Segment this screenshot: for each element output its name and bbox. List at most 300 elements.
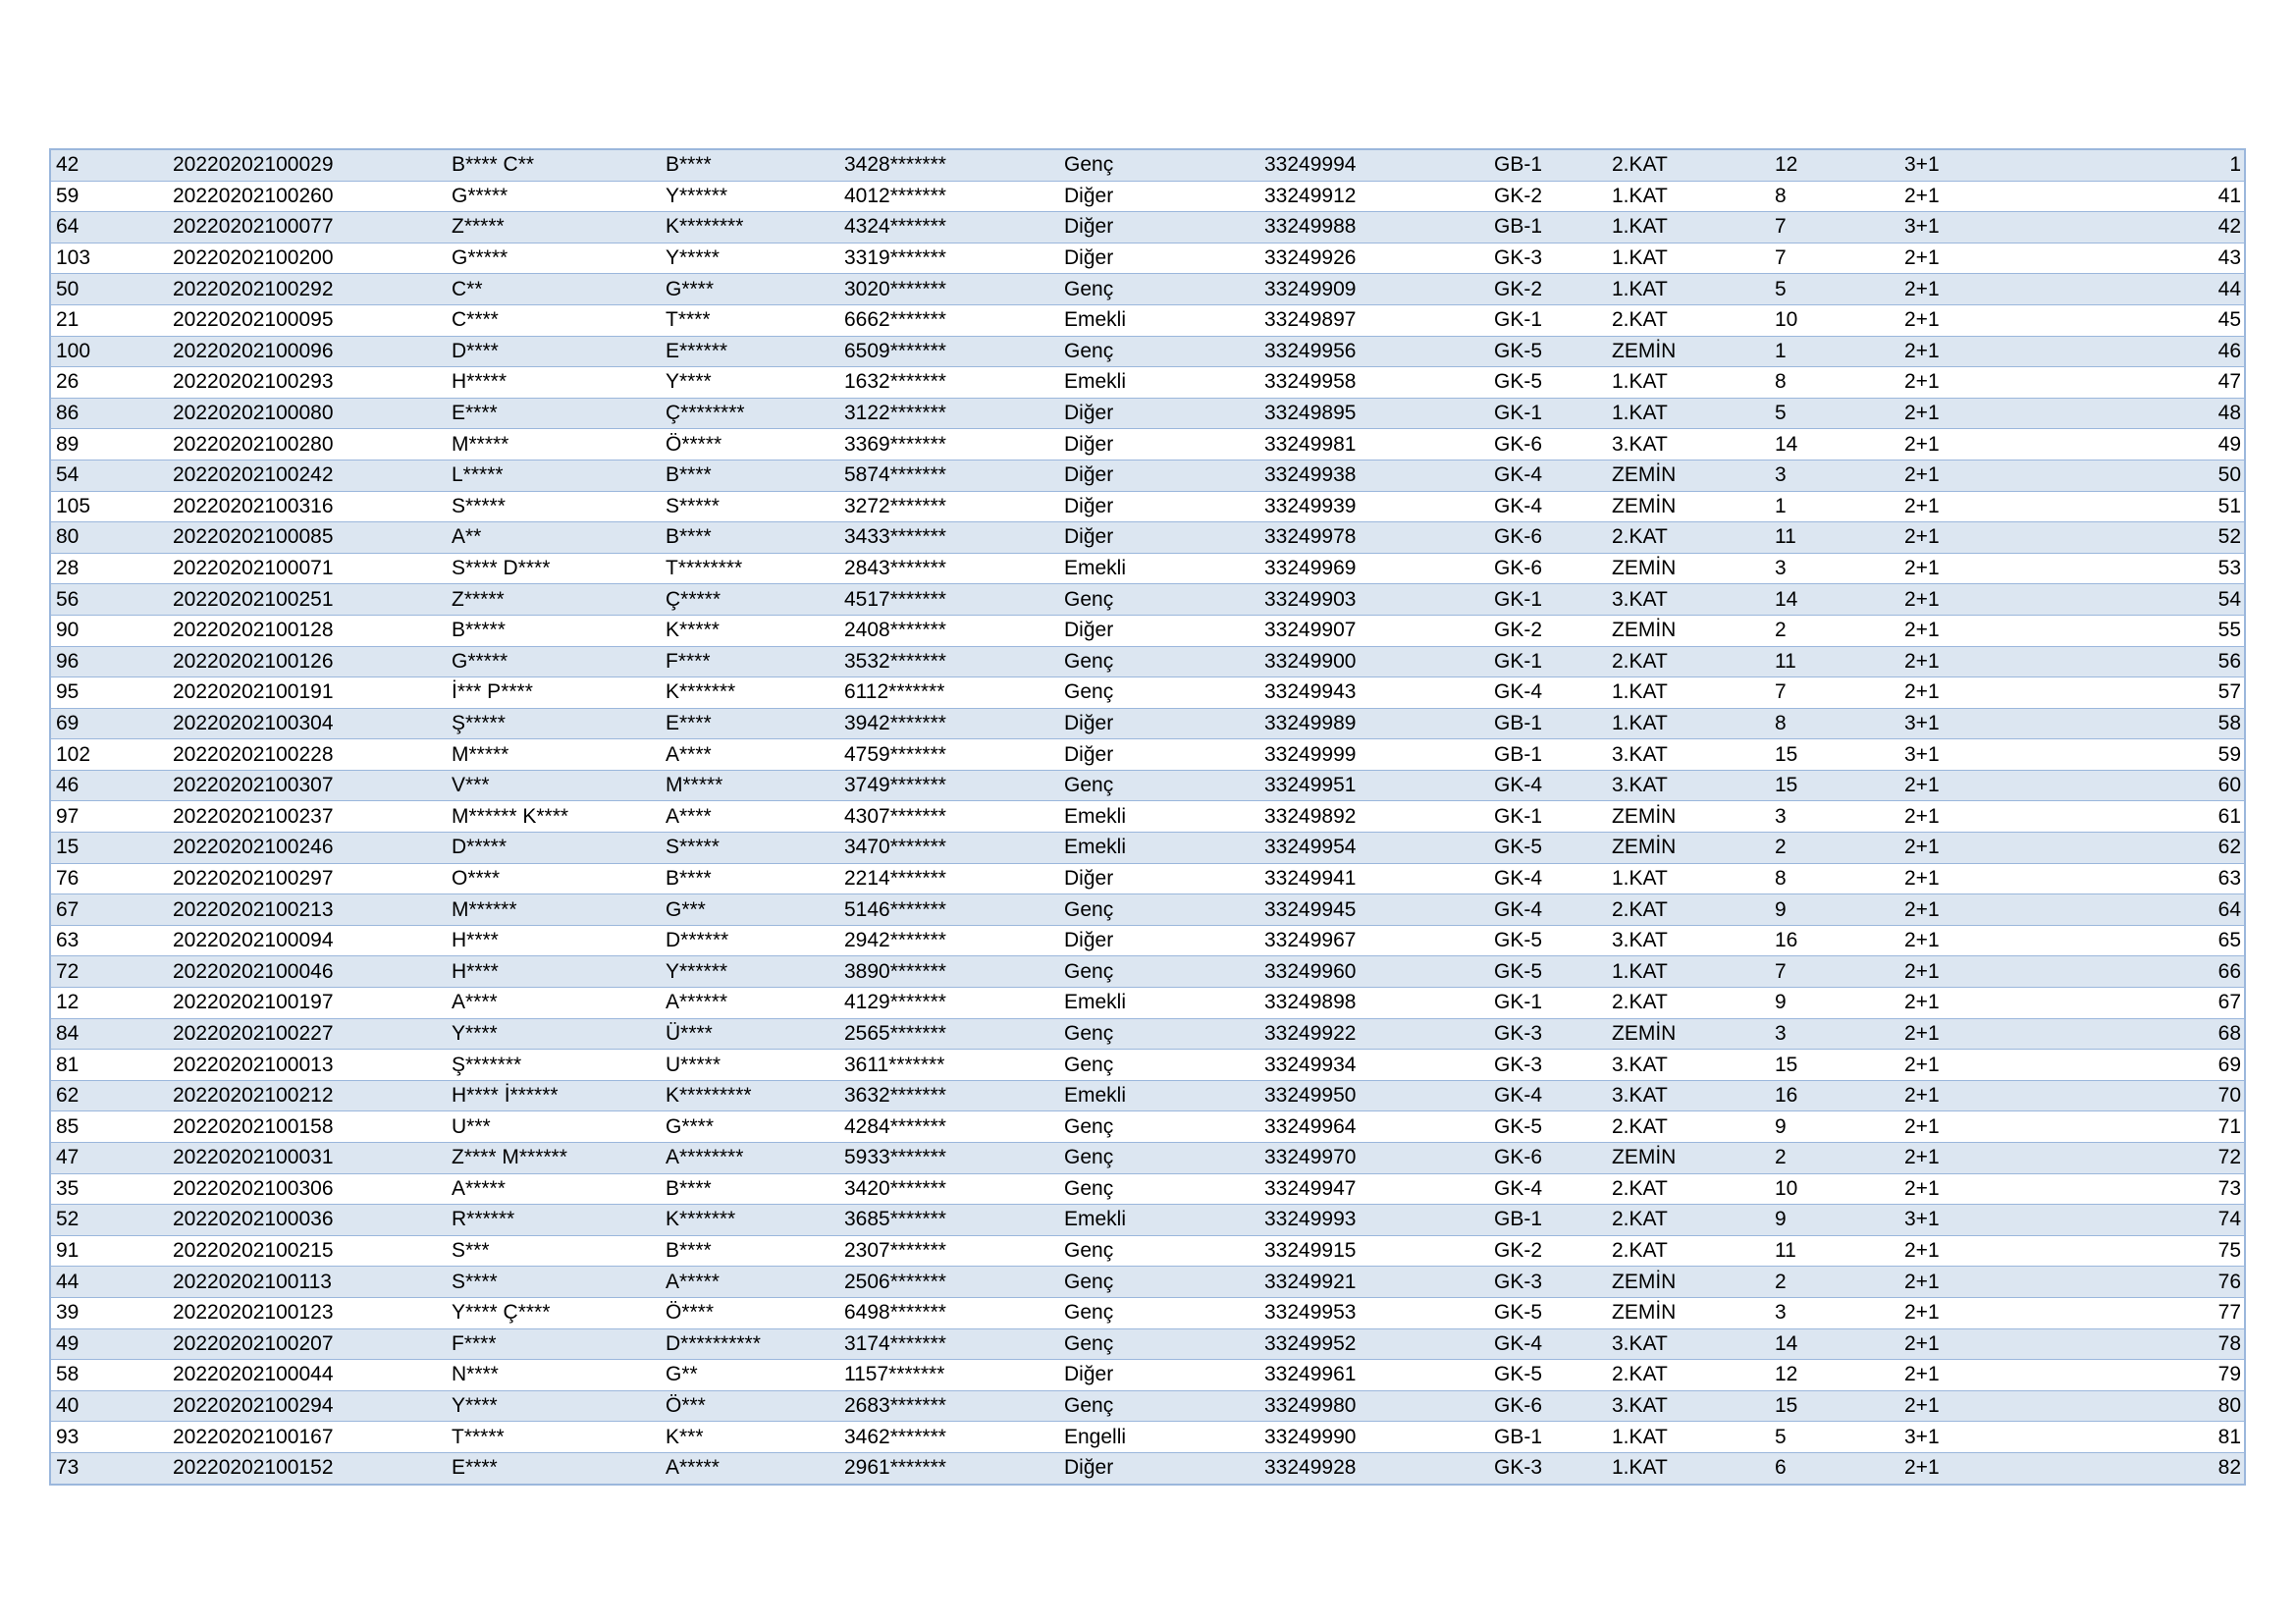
cell-kod: 33249952 (1259, 1328, 1489, 1360)
cell-basvuru-no: 20220202100212 (168, 1080, 447, 1111)
cell-soyad: K*** (661, 1422, 839, 1453)
cell-tip: 2+1 (1899, 553, 2029, 584)
cell-tip: 2+1 (1899, 833, 2029, 864)
cell-ad: R****** (447, 1205, 661, 1236)
cell-tc-no: 3272******* (839, 491, 1059, 522)
cell-soyad: A***** (661, 1267, 839, 1298)
cell-basvuru-no: 20220202100251 (168, 584, 447, 616)
cell-kategori: Genç (1059, 584, 1259, 616)
cell-sira: 35 (50, 1173, 168, 1205)
cell-ad: B**** C** (447, 149, 661, 181)
cell-soyad: A***** (661, 1452, 839, 1484)
cell-kura-sira: 79 (2029, 1360, 2245, 1391)
cell-tip: 2+1 (1899, 181, 2029, 212)
cell-tip: 2+1 (1899, 1050, 2029, 1081)
cell-tip: 2+1 (1899, 1360, 2029, 1391)
cell-kat: 1.KAT (1607, 1422, 1770, 1453)
cell-basvuru-no: 20220202100013 (168, 1050, 447, 1081)
cell-basvuru-no: 20220202100228 (168, 739, 447, 771)
cell-sira: 28 (50, 553, 168, 584)
cell-ad: N**** (447, 1360, 661, 1391)
cell-basvuru-no: 20220202100292 (168, 274, 447, 305)
cell-tip: 2+1 (1899, 801, 2029, 833)
cell-ad: T***** (447, 1422, 661, 1453)
cell-daire-no: 14 (1770, 429, 1899, 460)
cell-kat: ZEMİN (1607, 1297, 1770, 1328)
cell-kod: 33249898 (1259, 988, 1489, 1019)
cell-tip: 3+1 (1899, 212, 2029, 244)
table-row (50, 770, 2245, 801)
cell-sira: 100 (50, 336, 168, 367)
cell-basvuru-no: 20220202100307 (168, 770, 447, 801)
cell-kategori: Genç (1059, 1018, 1259, 1050)
table-row (50, 833, 2245, 864)
cell-tip: 3+1 (1899, 708, 2029, 739)
cell-daire-no: 11 (1770, 522, 1899, 554)
cell-tc-no: 6662******* (839, 304, 1059, 336)
cell-daire-no: 7 (1770, 677, 1899, 709)
cell-kura-sira: 70 (2029, 1080, 2245, 1111)
cell-blok: GK-4 (1489, 863, 1607, 894)
cell-kod: 33249921 (1259, 1267, 1489, 1298)
cell-soyad: G** (661, 1360, 839, 1391)
cell-ad: S**** D**** (447, 553, 661, 584)
cell-daire-no: 14 (1770, 584, 1899, 616)
cell-tc-no: 6498******* (839, 1297, 1059, 1328)
cell-kura-sira: 47 (2029, 367, 2245, 399)
table-row (50, 1050, 2245, 1081)
cell-kod: 33249981 (1259, 429, 1489, 460)
cell-kod: 33249900 (1259, 646, 1489, 677)
cell-soyad: B**** (661, 1173, 839, 1205)
cell-tc-no: 2506******* (839, 1267, 1059, 1298)
cell-ad: L***** (447, 460, 661, 491)
cell-blok: GK-6 (1489, 1390, 1607, 1422)
cell-tc-no: 5874******* (839, 460, 1059, 491)
cell-tc-no: 2961******* (839, 1452, 1059, 1484)
cell-sira: 56 (50, 584, 168, 616)
cell-kura-sira: 56 (2029, 646, 2245, 677)
cell-kura-sira: 51 (2029, 491, 2245, 522)
cell-soyad: S***** (661, 491, 839, 522)
cell-ad: M***** (447, 429, 661, 460)
cell-kat: 3.KAT (1607, 1390, 1770, 1422)
table-row (50, 1018, 2245, 1050)
cell-soyad: U***** (661, 1050, 839, 1081)
cell-ad: Y**** (447, 1018, 661, 1050)
table-row (50, 491, 2245, 522)
cell-blok: GK-6 (1489, 522, 1607, 554)
cell-kategori: Diğer (1059, 615, 1259, 646)
cell-kat: 3.KAT (1607, 584, 1770, 616)
cell-kura-sira: 50 (2029, 460, 2245, 491)
cell-blok: GK-2 (1489, 615, 1607, 646)
cell-soyad: D********** (661, 1328, 839, 1360)
cell-kat: ZEMİN (1607, 801, 1770, 833)
cell-tip: 2+1 (1899, 1452, 2029, 1484)
cell-soyad: Ç******** (661, 398, 839, 429)
cell-kat: 3.KAT (1607, 1080, 1770, 1111)
cell-basvuru-no: 20220202100304 (168, 708, 447, 739)
table-row (50, 1143, 2245, 1174)
cell-ad: B***** (447, 615, 661, 646)
cell-basvuru-no: 20220202100207 (168, 1328, 447, 1360)
cell-blok: GK-3 (1489, 1050, 1607, 1081)
cell-soyad: G*** (661, 894, 839, 926)
cell-soyad: Ö***** (661, 429, 839, 460)
table-row (50, 212, 2245, 244)
cell-sira: 73 (50, 1452, 168, 1484)
cell-kategori: Genç (1059, 956, 1259, 988)
cell-kod: 33249961 (1259, 1360, 1489, 1391)
cell-ad: S*** (447, 1235, 661, 1267)
cell-kod: 33249999 (1259, 739, 1489, 771)
cell-kategori: Genç (1059, 677, 1259, 709)
cell-soyad: K******** (661, 212, 839, 244)
cell-kat: ZEMİN (1607, 336, 1770, 367)
cell-tc-no: 4012******* (839, 181, 1059, 212)
cell-daire-no: 2 (1770, 1267, 1899, 1298)
cell-tip: 3+1 (1899, 739, 2029, 771)
cell-kategori: Diğer (1059, 1360, 1259, 1391)
cell-kategori: Diğer (1059, 1452, 1259, 1484)
cell-daire-no: 2 (1770, 1143, 1899, 1174)
cell-tc-no: 3611******* (839, 1050, 1059, 1081)
cell-daire-no: 15 (1770, 770, 1899, 801)
cell-ad: H**** (447, 956, 661, 988)
cell-blok: GK-1 (1489, 304, 1607, 336)
cell-soyad: S***** (661, 833, 839, 864)
cell-kod: 33249926 (1259, 243, 1489, 274)
table-row (50, 1111, 2245, 1143)
cell-kategori: Diğer (1059, 522, 1259, 554)
cell-daire-no: 6 (1770, 1452, 1899, 1484)
cell-tc-no: 2683******* (839, 1390, 1059, 1422)
cell-basvuru-no: 20220202100113 (168, 1267, 447, 1298)
cell-kura-sira: 62 (2029, 833, 2245, 864)
cell-tip: 2+1 (1899, 925, 2029, 956)
cell-kat: 3.KAT (1607, 1050, 1770, 1081)
table-row (50, 398, 2245, 429)
cell-tc-no: 3369******* (839, 429, 1059, 460)
cell-basvuru-no: 20220202100260 (168, 181, 447, 212)
cell-kategori: Emekli (1059, 801, 1259, 833)
cell-soyad: E**** (661, 708, 839, 739)
cell-kod: 33249892 (1259, 801, 1489, 833)
cell-basvuru-no: 20220202100077 (168, 212, 447, 244)
table-row (50, 1328, 2245, 1360)
cell-ad: D**** (447, 336, 661, 367)
cell-soyad: K******* (661, 1205, 839, 1236)
cell-blok: GK-4 (1489, 1173, 1607, 1205)
cell-ad: Ş******* (447, 1050, 661, 1081)
cell-tc-no: 3020******* (839, 274, 1059, 305)
cell-tip: 2+1 (1899, 956, 2029, 988)
cell-soyad: B**** (661, 863, 839, 894)
cell-basvuru-no: 20220202100046 (168, 956, 447, 988)
cell-tip: 2+1 (1899, 1328, 2029, 1360)
cell-daire-no: 16 (1770, 925, 1899, 956)
cell-tip: 3+1 (1899, 1422, 2029, 1453)
cell-sira: 54 (50, 460, 168, 491)
table-row (50, 956, 2245, 988)
cell-tc-no: 3433******* (839, 522, 1059, 554)
cell-ad: Z**** M****** (447, 1143, 661, 1174)
cell-blok: GB-1 (1489, 212, 1607, 244)
cell-tip: 2+1 (1899, 429, 2029, 460)
cell-basvuru-no: 20220202100158 (168, 1111, 447, 1143)
table-row (50, 149, 2245, 181)
cell-blok: GK-4 (1489, 894, 1607, 926)
cell-kod: 33249938 (1259, 460, 1489, 491)
cell-kod: 33249954 (1259, 833, 1489, 864)
cell-kod: 33249934 (1259, 1050, 1489, 1081)
cell-tc-no: 3532******* (839, 646, 1059, 677)
cell-kod: 33249960 (1259, 956, 1489, 988)
cell-ad: S**** (447, 1267, 661, 1298)
cell-kura-sira: 69 (2029, 1050, 2245, 1081)
cell-tc-no: 3319******* (839, 243, 1059, 274)
table-row (50, 894, 2245, 926)
table-row (50, 1080, 2245, 1111)
cell-kura-sira: 58 (2029, 708, 2245, 739)
cell-kategori: Genç (1059, 1050, 1259, 1081)
cell-kategori: Diğer (1059, 181, 1259, 212)
cell-soyad: D****** (661, 925, 839, 956)
cell-daire-no: 7 (1770, 212, 1899, 244)
table-row (50, 708, 2245, 739)
cell-kat: 2.KAT (1607, 894, 1770, 926)
cell-ad: A***** (447, 1173, 661, 1205)
cell-blok: GK-3 (1489, 1018, 1607, 1050)
table-row (50, 677, 2245, 709)
cell-daire-no: 9 (1770, 988, 1899, 1019)
cell-kura-sira: 76 (2029, 1267, 2245, 1298)
cell-tip: 2+1 (1899, 677, 2029, 709)
cell-kategori: Engelli (1059, 1422, 1259, 1453)
cell-kod: 33249912 (1259, 181, 1489, 212)
cell-kategori: Genç (1059, 894, 1259, 926)
cell-tip: 2+1 (1899, 491, 2029, 522)
cell-kod: 33249907 (1259, 615, 1489, 646)
cell-blok: GB-1 (1489, 1422, 1607, 1453)
cell-kat: 3.KAT (1607, 1328, 1770, 1360)
cell-ad: F**** (447, 1328, 661, 1360)
cell-soyad: K***** (661, 615, 839, 646)
cell-tc-no: 3890******* (839, 956, 1059, 988)
table-row (50, 739, 2245, 771)
cell-kod: 33249994 (1259, 149, 1489, 181)
cell-sira: 80 (50, 522, 168, 554)
cell-kategori: Diğer (1059, 460, 1259, 491)
cell-kategori: Emekli (1059, 988, 1259, 1019)
cell-soyad: A**** (661, 801, 839, 833)
cell-kod: 33249897 (1259, 304, 1489, 336)
cell-soyad: Y****** (661, 956, 839, 988)
cell-ad: C** (447, 274, 661, 305)
cell-kura-sira: 55 (2029, 615, 2245, 646)
cell-kategori: Genç (1059, 1328, 1259, 1360)
cell-kura-sira: 43 (2029, 243, 2245, 274)
table-row (50, 584, 2245, 616)
cell-basvuru-no: 20220202100044 (168, 1360, 447, 1391)
cell-kat: 1.KAT (1607, 181, 1770, 212)
cell-kod: 33249947 (1259, 1173, 1489, 1205)
table-row (50, 304, 2245, 336)
cell-soyad: B**** (661, 149, 839, 181)
cell-kat: 1.KAT (1607, 956, 1770, 988)
cell-kod: 33249945 (1259, 894, 1489, 926)
cell-kat: ZEMİN (1607, 491, 1770, 522)
cell-kura-sira: 67 (2029, 988, 2245, 1019)
cell-sira: 44 (50, 1267, 168, 1298)
cell-kat: 1.KAT (1607, 243, 1770, 274)
cell-tip: 2+1 (1899, 646, 2029, 677)
cell-sira: 21 (50, 304, 168, 336)
cell-soyad: A****** (661, 988, 839, 1019)
cell-kod: 33249978 (1259, 522, 1489, 554)
cell-sira: 102 (50, 739, 168, 771)
cell-basvuru-no: 20220202100096 (168, 336, 447, 367)
table-row (50, 1452, 2245, 1484)
cell-tip: 2+1 (1899, 615, 2029, 646)
cell-basvuru-no: 20220202100316 (168, 491, 447, 522)
cell-basvuru-no: 20220202100152 (168, 1452, 447, 1484)
cell-blok: GK-5 (1489, 1297, 1607, 1328)
table-row (50, 1297, 2245, 1328)
cell-kura-sira: 74 (2029, 1205, 2245, 1236)
cell-kategori: Genç (1059, 274, 1259, 305)
cell-sira: 95 (50, 677, 168, 709)
cell-sira: 85 (50, 1111, 168, 1143)
cell-kod: 33249922 (1259, 1018, 1489, 1050)
cell-kura-sira: 44 (2029, 274, 2245, 305)
cell-kura-sira: 52 (2029, 522, 2245, 554)
cell-sira: 90 (50, 615, 168, 646)
cell-kod: 33249993 (1259, 1205, 1489, 1236)
cell-tc-no: 2942******* (839, 925, 1059, 956)
cell-kategori: Emekli (1059, 1080, 1259, 1111)
cell-tc-no: 1632******* (839, 367, 1059, 399)
cell-kategori: Genç (1059, 1111, 1259, 1143)
cell-daire-no: 2 (1770, 615, 1899, 646)
cell-ad: Y**** Ç**** (447, 1297, 661, 1328)
cell-tc-no: 3122******* (839, 398, 1059, 429)
cell-kat: 3.KAT (1607, 925, 1770, 956)
results-table (49, 148, 2246, 1486)
table-body (50, 149, 2245, 1485)
cell-basvuru-no: 20220202100200 (168, 243, 447, 274)
cell-kura-sira: 63 (2029, 863, 2245, 894)
table-row (50, 1235, 2245, 1267)
cell-daire-no: 9 (1770, 1111, 1899, 1143)
cell-tip: 2+1 (1899, 1235, 2029, 1267)
cell-kod: 33249990 (1259, 1422, 1489, 1453)
cell-basvuru-no: 20220202100128 (168, 615, 447, 646)
cell-soyad: Y**** (661, 367, 839, 399)
table-row (50, 1360, 2245, 1391)
cell-soyad: Ü**** (661, 1018, 839, 1050)
cell-ad: D***** (447, 833, 661, 864)
cell-tip: 2+1 (1899, 398, 2029, 429)
cell-sira: 89 (50, 429, 168, 460)
cell-kura-sira: 81 (2029, 1422, 2245, 1453)
cell-kod: 33249915 (1259, 1235, 1489, 1267)
cell-blok: GK-3 (1489, 243, 1607, 274)
cell-tip: 2+1 (1899, 243, 2029, 274)
cell-kategori: Genç (1059, 1390, 1259, 1422)
cell-kategori: Diğer (1059, 398, 1259, 429)
cell-kura-sira: 42 (2029, 212, 2245, 244)
cell-kod: 33249967 (1259, 925, 1489, 956)
cell-blok: GK-5 (1489, 367, 1607, 399)
cell-kura-sira: 72 (2029, 1143, 2245, 1174)
cell-kat: 2.KAT (1607, 1360, 1770, 1391)
cell-kategori: Diğer (1059, 925, 1259, 956)
cell-sira: 103 (50, 243, 168, 274)
cell-tc-no: 6112******* (839, 677, 1059, 709)
cell-kategori: Genç (1059, 1173, 1259, 1205)
cell-kura-sira: 1 (2029, 149, 2245, 181)
cell-kura-sira: 71 (2029, 1111, 2245, 1143)
cell-daire-no: 16 (1770, 1080, 1899, 1111)
cell-blok: GK-1 (1489, 801, 1607, 833)
cell-tip: 2+1 (1899, 460, 2029, 491)
cell-sira: 59 (50, 181, 168, 212)
cell-tip: 2+1 (1899, 336, 2029, 367)
cell-soyad: A******** (661, 1143, 839, 1174)
cell-tc-no: 2307******* (839, 1235, 1059, 1267)
cell-kura-sira: 78 (2029, 1328, 2245, 1360)
cell-tc-no: 4759******* (839, 739, 1059, 771)
cell-kat: 1.KAT (1607, 212, 1770, 244)
cell-kat: 2.KAT (1607, 1205, 1770, 1236)
cell-blok: GK-5 (1489, 336, 1607, 367)
cell-daire-no: 10 (1770, 304, 1899, 336)
cell-tip: 2+1 (1899, 367, 2029, 399)
cell-daire-no: 7 (1770, 956, 1899, 988)
cell-kod: 33249953 (1259, 1297, 1489, 1328)
cell-kategori: Genç (1059, 1297, 1259, 1328)
cell-blok: GK-5 (1489, 1360, 1607, 1391)
cell-daire-no: 9 (1770, 1205, 1899, 1236)
cell-tc-no: 3462******* (839, 1422, 1059, 1453)
cell-kat: 3.KAT (1607, 770, 1770, 801)
cell-soyad: Y****** (661, 181, 839, 212)
cell-tip: 2+1 (1899, 584, 2029, 616)
cell-kura-sira: 65 (2029, 925, 2245, 956)
table-row (50, 988, 2245, 1019)
cell-tip: 3+1 (1899, 1205, 2029, 1236)
cell-daire-no: 8 (1770, 708, 1899, 739)
cell-soyad: Ö**** (661, 1297, 839, 1328)
cell-basvuru-no: 20220202100191 (168, 677, 447, 709)
cell-kura-sira: 57 (2029, 677, 2245, 709)
cell-tc-no: 4129******* (839, 988, 1059, 1019)
cell-blok: GK-1 (1489, 398, 1607, 429)
cell-basvuru-no: 20220202100080 (168, 398, 447, 429)
table-row (50, 1390, 2245, 1422)
cell-kod: 33249950 (1259, 1080, 1489, 1111)
cell-blok: GK-1 (1489, 988, 1607, 1019)
cell-soyad: Ö*** (661, 1390, 839, 1422)
cell-kod: 33249943 (1259, 677, 1489, 709)
cell-sira: 40 (50, 1390, 168, 1422)
cell-tip: 2+1 (1899, 1018, 2029, 1050)
cell-tip: 2+1 (1899, 1080, 2029, 1111)
cell-ad: H***** (447, 367, 661, 399)
cell-basvuru-no: 20220202100306 (168, 1173, 447, 1205)
